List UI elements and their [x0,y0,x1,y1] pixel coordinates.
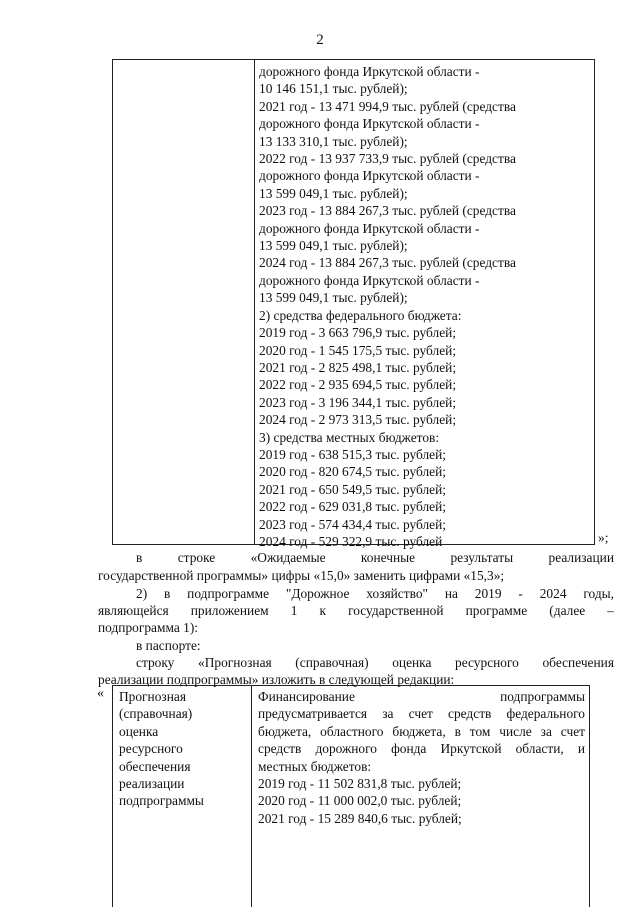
funding-line: 2024 год - 529 322,9 тыс. рублей [259,533,443,549]
row-label-line: ресурсного [119,741,183,757]
funding-table-continued [112,59,595,549]
funding-line: 2022 год - 13 937 733,9 тыс. рублей (средства [259,151,516,167]
funding-text-cell [259,63,516,550]
funding-line: 13 599 049,1 тыс. рублей); [259,185,408,201]
subprogram-resource-table [112,685,590,907]
funding-line: 2019 год - 3 663 796,9 тыс. рублей; [259,325,457,341]
funding-line: 2023 год - 574 434,4 тыс. рублей; [259,516,446,532]
paragraph-line: государственной программы» цифры «15,0» заменить цифрами «15,3»; [98,568,505,583]
row-label-line: обеспечения [119,758,191,774]
financing-text-cell [258,688,585,827]
paragraph-line: реализации подпрограммы» изложить в следующей редакции: [98,672,455,687]
column-divider [254,60,255,544]
paragraph-line: подпрограмма 1): [98,620,198,635]
row-label-line: оценка [119,723,159,739]
funding-line: 2022 год - 629 031,8 тыс. рублей; [259,499,446,515]
funding-line: дорожного фонда Иркутской области - [259,64,480,79]
row-label-cell [119,688,204,810]
page-number: 2 [316,32,324,48]
financing-line: 2021 год - 15 289 840,6 тыс. рублей; [258,810,462,826]
financing-line: 2020 год - 11 000 002,0 тыс. рублей; [258,793,462,809]
financing-line: средств дорожного фонда Иркутской области, и [258,741,585,757]
funding-line: 2020 год - 820 674,5 тыс. рублей; [259,464,446,480]
funding-line: дорожного фонда Иркутской области - [259,116,480,132]
financing-line: 2019 год - 11 502 831,8 тыс. рублей; [258,776,462,792]
funding-line: дорожного фонда Иркутской области - [259,272,480,288]
row-label-line: Прогнозная [119,689,186,704]
paragraph-line: 2) в подпрограмме "Дорожное хозяйство" на 2019 - 2024 годы, [136,586,614,601]
funding-line: 2021 год - 13 471 994,9 тыс. рублей (средства [259,98,516,114]
paragraph-line: в паспорте: [136,638,201,653]
financing-line: предусматривается за счет средств федерального [258,706,585,722]
row-label-line: (справочная) [119,706,193,722]
column-divider [251,686,252,907]
funding-line: 13 599 049,1 тыс. рублей); [259,290,408,306]
financing-line: бюджета, областного бюджета, в том числе за счет [258,723,585,739]
funding-line: 2024 год - 2 973 313,5 тыс. рублей; [259,412,457,428]
funding-line: дорожного фонда Иркутской области - [259,220,480,236]
funding-line: 2019 год - 638 515,3 тыс. рублей; [259,446,446,462]
row-label-line: подпрограммы [119,793,204,809]
paragraph-line: в строке «Ожидаемые конечные результаты реализации [136,550,614,565]
funding-line: 2023 год - 3 196 344,1 тыс. рублей; [259,394,457,410]
funding-line: 2020 год - 1 545 175,5 тыс. рублей; [259,342,457,358]
row-label-line: реализации [119,776,185,792]
closing-quote: »; [598,530,609,545]
funding-line: 2024 год - 13 884 267,3 тыс. рублей (средства [259,255,516,271]
funding-line: 2021 год - 2 825 498,1 тыс. рублей; [259,359,457,375]
funding-line: 2021 год - 650 549,5 тыс. рублей; [259,481,446,497]
funding-line: 13 599 049,1 тыс. рублей); [259,238,408,254]
financing-line: местных бюджетов: [258,758,372,774]
funding-line: 3) средства местных бюджетов: [259,429,440,445]
funding-line: 13 133 310,1 тыс. рублей); [259,133,408,149]
funding-line: 10 146 151,1 тыс. рублей); [259,81,408,97]
opening-quote: « [97,686,104,701]
funding-line: 2023 год - 13 884 267,3 тыс. рублей (средства [259,203,516,219]
paragraph-line: строку «Прогнозная (справочная) оценка ресурсного обеспечения [136,655,614,670]
funding-line: 2) средства федерального бюджета: [259,307,462,323]
paragraph-line: являющейся приложением 1 к государственной программе (далее – [98,603,614,618]
financing-line: Финансирование подпрограммы [258,689,585,704]
funding-line: 2022 год - 2 935 694,5 тыс. рублей; [259,377,457,393]
funding-line: дорожного фонда Иркутской области - [259,168,480,184]
